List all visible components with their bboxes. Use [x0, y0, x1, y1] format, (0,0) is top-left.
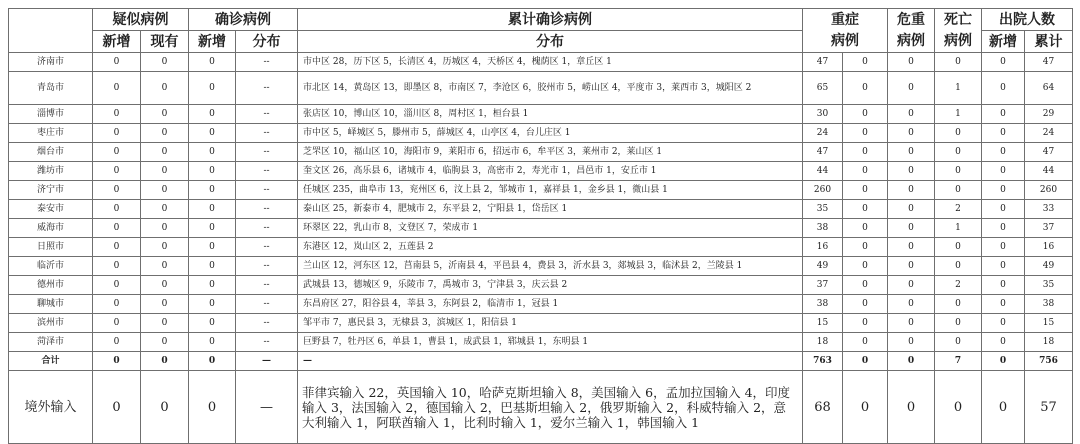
confirmed-new-cell: 0 — [189, 181, 236, 200]
critical-cell: 0 — [888, 72, 935, 105]
death-cell: 0 — [935, 238, 982, 257]
suspected-current-cell: 0 — [141, 72, 189, 105]
suspected-new-cell: 0 — [93, 181, 141, 200]
discharged-cumulative-cell: 38 — [1025, 295, 1073, 314]
cumulative-distribution-cell: 张店区 10，博山区 10，淄川区 8，周村区 1，桓台县 1 — [298, 105, 803, 124]
city-cell: 境外输入 — [9, 371, 93, 444]
suspected-current-cell: 0 — [141, 352, 189, 371]
suspected-current-cell: 0 — [141, 238, 189, 257]
suspected-new-cell: 0 — [93, 124, 141, 143]
discharged-new-cell: 0 — [982, 72, 1025, 105]
cumulative-total-cell: 38 — [803, 295, 843, 314]
discharged-cumulative-cell: 18 — [1025, 333, 1073, 352]
header-death-line2: 病例 — [944, 32, 972, 49]
suspected-current-cell: 0 — [141, 257, 189, 276]
table-row — [9, 219, 1073, 238]
discharged-cumulative-cell: 16 — [1025, 238, 1073, 257]
suspected-new-cell: 0 — [93, 105, 141, 124]
cumulative-distribution-cell: 市中区 28，历下区 5，长清区 4，历城区 4，天桥区 4，槐荫区 1，章丘区 1 — [298, 53, 803, 72]
cumulative-distribution-cell: 东港区 12，岚山区 2，五莲县 2 — [298, 238, 803, 257]
discharged-new-cell: 0 — [982, 295, 1025, 314]
confirmed-distribution-cell: — — [236, 371, 298, 444]
discharged-new-cell: 0 — [982, 352, 1025, 371]
suspected-new-cell: 0 — [93, 314, 141, 333]
suspected-current-cell: 0 — [141, 124, 189, 143]
confirmed-new-cell: 0 — [189, 124, 236, 143]
confirmed-distribution-cell: -- — [236, 333, 298, 352]
confirmed-distribution-cell: -- — [236, 143, 298, 162]
confirmed-distribution-cell: -- — [236, 72, 298, 105]
suspected-current-cell: 0 — [141, 53, 189, 72]
critical-cell: 0 — [888, 124, 935, 143]
suspected-new-cell: 0 — [93, 200, 141, 219]
discharged-new-cell: 0 — [982, 219, 1025, 238]
critical-cell: 0 — [888, 333, 935, 352]
confirmed-distribution-cell: -- — [236, 295, 298, 314]
cumulative-distribution-cell: — — [298, 352, 803, 371]
city-cell: 合计 — [9, 352, 93, 371]
confirmed-new-cell: 0 — [189, 314, 236, 333]
header-row-1 — [9, 9, 1073, 31]
severe-cell: 0 — [843, 333, 888, 352]
confirmed-new-cell: 0 — [189, 257, 236, 276]
suspected-current-cell: 0 — [141, 181, 189, 200]
discharged-cumulative-cell: 47 — [1025, 53, 1073, 72]
header-confirmed: 确诊病例 — [189, 9, 298, 31]
suspected-new-cell: 0 — [93, 72, 141, 105]
cumulative-total-cell: 47 — [803, 53, 843, 72]
death-cell: 7 — [935, 352, 982, 371]
suspected-new-cell: 0 — [93, 371, 141, 444]
header-discharged-cumulative: 累计 — [1025, 31, 1073, 53]
confirmed-new-cell: 0 — [189, 53, 236, 72]
table-row — [9, 181, 1073, 200]
table-row — [9, 333, 1073, 352]
discharged-cumulative-cell: 44 — [1025, 162, 1073, 181]
header-suspected: 疑似病例 — [93, 9, 189, 31]
suspected-current-cell: 0 — [141, 371, 189, 444]
suspected-current-cell: 0 — [141, 314, 189, 333]
confirmed-new-cell: 0 — [189, 333, 236, 352]
table-row — [9, 257, 1073, 276]
suspected-new-cell: 0 — [93, 143, 141, 162]
discharged-cumulative-cell: 33 — [1025, 200, 1073, 219]
discharged-new-cell: 0 — [982, 257, 1025, 276]
severe-cell: 0 — [843, 314, 888, 333]
confirmed-new-cell: 0 — [189, 143, 236, 162]
confirmed-new-cell: 0 — [189, 200, 236, 219]
city-cell: 济南市 — [9, 53, 93, 72]
header-severe — [803, 9, 888, 53]
cumulative-distribution-cell: 芝罘区 10，福山区 10，海阳市 9，莱阳市 6，招远市 6，牟平区 3，莱州市 2，莱山区 1 — [298, 143, 803, 162]
cumulative-total-cell: 30 — [803, 105, 843, 124]
death-cell: 2 — [935, 200, 982, 219]
severe-cell: 0 — [843, 143, 888, 162]
suspected-current-cell: 0 — [141, 162, 189, 181]
cumulative-distribution-cell: 邹平市 7，惠民县 3，无棣县 3，滨城区 1，阳信县 1 — [298, 314, 803, 333]
discharged-new-cell: 0 — [982, 333, 1025, 352]
overseas-import-row — [9, 371, 1073, 444]
city-cell: 滨州市 — [9, 314, 93, 333]
death-cell: 0 — [935, 162, 982, 181]
header-cumulative-distribution: 分布 — [298, 31, 803, 53]
death-cell: 0 — [935, 124, 982, 143]
covid-case-table — [8, 8, 1073, 444]
cumulative-total-cell: 24 — [803, 124, 843, 143]
table-row — [9, 314, 1073, 333]
cumulative-distribution-cell: 泰山区 25，新泰市 4，肥城市 2，东平县 2，宁阳县 1，岱岳区 1 — [298, 200, 803, 219]
city-cell: 济宁市 — [9, 181, 93, 200]
severe-cell: 0 — [843, 371, 888, 444]
confirmed-new-cell: 0 — [189, 352, 236, 371]
table-row — [9, 200, 1073, 219]
discharged-new-cell: 0 — [982, 276, 1025, 295]
cumulative-distribution-cell: 菲律宾输入 22，英国输入 10，哈萨克斯坦输入 8，美国输入 6，孟加拉国输入 4，印度输入 3，法国输入 2，德国输入 2，巴基斯坦输入 2，俄罗斯输入 2，科威特输入 2，意大利输入 1，阿联酋输入 1，比利时输入 1，爱尔兰输入 1，韩国输入 1 — [298, 371, 803, 444]
discharged-cumulative-cell: 57 — [1025, 371, 1073, 444]
discharged-new-cell: 0 — [982, 124, 1025, 143]
suspected-new-cell: 0 — [93, 162, 141, 181]
confirmed-distribution-cell: -- — [236, 124, 298, 143]
suspected-current-cell: 0 — [141, 295, 189, 314]
critical-cell: 0 — [888, 295, 935, 314]
discharged-cumulative-cell: 756 — [1025, 352, 1073, 371]
confirmed-distribution-cell: -- — [236, 181, 298, 200]
critical-cell: 0 — [888, 219, 935, 238]
discharged-new-cell: 0 — [982, 162, 1025, 181]
confirmed-new-cell: 0 — [189, 238, 236, 257]
header-critical-line1: 危重 — [897, 11, 925, 28]
confirmed-distribution-cell: -- — [236, 105, 298, 124]
table-row — [9, 124, 1073, 143]
severe-cell: 0 — [843, 162, 888, 181]
critical-cell: 0 — [888, 314, 935, 333]
header-suspected-new: 新增 — [93, 31, 141, 53]
cumulative-distribution-cell: 武城县 13，德城区 9，乐陵市 7，禹城市 3，宁津县 3，庆云县 2 — [298, 276, 803, 295]
table-header — [9, 9, 1073, 53]
table-row — [9, 105, 1073, 124]
city-cell: 日照市 — [9, 238, 93, 257]
suspected-new-cell: 0 — [93, 219, 141, 238]
critical-cell: 0 — [888, 143, 935, 162]
severe-cell: 0 — [843, 181, 888, 200]
critical-cell: 0 — [888, 200, 935, 219]
suspected-new-cell: 0 — [93, 257, 141, 276]
discharged-new-cell: 0 — [982, 53, 1025, 72]
table-row — [9, 53, 1073, 72]
cumulative-total-cell: 47 — [803, 143, 843, 162]
suspected-new-cell: 0 — [93, 53, 141, 72]
cumulative-distribution-cell: 市中区 5，峄城区 5，滕州市 5，薛城区 4，山亭区 4，台儿庄区 1 — [298, 124, 803, 143]
severe-cell: 0 — [843, 72, 888, 105]
discharged-new-cell: 0 — [982, 105, 1025, 124]
header-death — [935, 9, 982, 53]
severe-cell: 0 — [843, 352, 888, 371]
suspected-new-cell: 0 — [93, 238, 141, 257]
header-region-blank — [9, 9, 93, 53]
cumulative-distribution-cell: 巨野县 7，牡丹区 6，单县 1，曹县 1，成武县 1，郓城县 1，东明县 1 — [298, 333, 803, 352]
cumulative-total-cell: 16 — [803, 238, 843, 257]
death-cell: 2 — [935, 276, 982, 295]
cumulative-distribution-cell: 东昌府区 27，阳谷县 4，莘县 3，东阿县 2，临清市 1，冠县 1 — [298, 295, 803, 314]
confirmed-new-cell: 0 — [189, 295, 236, 314]
confirmed-distribution-cell: -- — [236, 162, 298, 181]
cumulative-total-cell: 38 — [803, 219, 843, 238]
header-severe-line2: 病例 — [831, 32, 859, 49]
death-cell: 0 — [935, 314, 982, 333]
city-cell: 烟台市 — [9, 143, 93, 162]
severe-cell: 0 — [843, 276, 888, 295]
city-cell: 聊城市 — [9, 295, 93, 314]
case-table-container — [8, 8, 1072, 444]
cumulative-total-cell: 37 — [803, 276, 843, 295]
cumulative-distribution-cell: 环翠区 22，乳山市 8，文登区 7，荣成市 1 — [298, 219, 803, 238]
city-cell: 威海市 — [9, 219, 93, 238]
discharged-cumulative-cell: 64 — [1025, 72, 1073, 105]
critical-cell: 0 — [888, 352, 935, 371]
confirmed-new-cell: 0 — [189, 162, 236, 181]
confirmed-new-cell: 0 — [189, 276, 236, 295]
suspected-current-cell: 0 — [141, 143, 189, 162]
discharged-cumulative-cell: 24 — [1025, 124, 1073, 143]
severe-cell: 0 — [843, 105, 888, 124]
discharged-cumulative-cell: 49 — [1025, 257, 1073, 276]
discharged-new-cell: 0 — [982, 371, 1025, 444]
header-suspected-current: 现有 — [141, 31, 189, 53]
confirmed-distribution-cell: -- — [236, 257, 298, 276]
header-severe-line1: 重症 — [831, 11, 859, 28]
suspected-current-cell: 0 — [141, 333, 189, 352]
discharged-new-cell: 0 — [982, 314, 1025, 333]
critical-cell: 0 — [888, 257, 935, 276]
death-cell: 0 — [935, 181, 982, 200]
critical-cell: 0 — [888, 105, 935, 124]
severe-cell: 0 — [843, 295, 888, 314]
critical-cell: 0 — [888, 162, 935, 181]
confirmed-distribution-cell: — — [236, 352, 298, 371]
suspected-current-cell: 0 — [141, 276, 189, 295]
cumulative-distribution-cell: 任城区 235，曲阜市 13，兖州区 6，汶上县 2，邹城市 1，嘉祥县 1，金乡县 1，微山县 1 — [298, 181, 803, 200]
header-death-line1: 死亡 — [944, 11, 972, 28]
cumulative-distribution-cell: 兰山区 12，河东区 12，莒南县 5，沂南县 4，平邑县 4，费县 3，沂水县 3，郯城县 3，临沭县 2，兰陵县 1 — [298, 257, 803, 276]
confirmed-distribution-cell: -- — [236, 219, 298, 238]
discharged-cumulative-cell: 260 — [1025, 181, 1073, 200]
confirmed-new-cell: 0 — [189, 371, 236, 444]
header-cumulative: 累计确诊病例 — [298, 9, 803, 31]
suspected-new-cell: 0 — [93, 295, 141, 314]
city-cell: 枣庄市 — [9, 124, 93, 143]
header-confirmed-new: 新增 — [189, 31, 236, 53]
severe-cell: 0 — [843, 238, 888, 257]
severe-cell: 0 — [843, 200, 888, 219]
cumulative-total-cell: 35 — [803, 200, 843, 219]
suspected-current-cell: 0 — [141, 105, 189, 124]
header-critical — [888, 9, 935, 53]
cumulative-total-cell: 18 — [803, 333, 843, 352]
severe-cell: 0 — [843, 257, 888, 276]
header-discharged: 出院人数 — [982, 9, 1073, 31]
discharged-cumulative-cell: 15 — [1025, 314, 1073, 333]
cumulative-total-cell: 65 — [803, 72, 843, 105]
cumulative-total-cell: 68 — [803, 371, 843, 444]
severe-cell: 0 — [843, 53, 888, 72]
cumulative-total-cell: 260 — [803, 181, 843, 200]
table-row — [9, 295, 1073, 314]
city-cell: 青岛市 — [9, 72, 93, 105]
death-cell: 0 — [935, 143, 982, 162]
discharged-new-cell: 0 — [982, 200, 1025, 219]
table-row — [9, 162, 1073, 181]
discharged-cumulative-cell: 29 — [1025, 105, 1073, 124]
city-cell: 菏泽市 — [9, 333, 93, 352]
suspected-current-cell: 0 — [141, 219, 189, 238]
death-cell: 0 — [935, 295, 982, 314]
confirmed-new-cell: 0 — [189, 219, 236, 238]
discharged-new-cell: 0 — [982, 143, 1025, 162]
confirmed-distribution-cell: -- — [236, 314, 298, 333]
suspected-new-cell: 0 — [93, 276, 141, 295]
header-critical-line2: 病例 — [897, 32, 925, 49]
table-row — [9, 143, 1073, 162]
death-cell: 0 — [935, 333, 982, 352]
death-cell: 1 — [935, 105, 982, 124]
cumulative-total-cell: 49 — [803, 257, 843, 276]
confirmed-distribution-cell: -- — [236, 276, 298, 295]
death-cell: 0 — [935, 53, 982, 72]
critical-cell: 0 — [888, 371, 935, 444]
suspected-new-cell: 0 — [93, 352, 141, 371]
confirmed-distribution-cell: -- — [236, 53, 298, 72]
table-row — [9, 238, 1073, 257]
critical-cell: 0 — [888, 53, 935, 72]
confirmed-distribution-cell: -- — [236, 200, 298, 219]
cumulative-distribution-cell: 奎文区 26，高乐县 6，诸城市 4，临朐县 3，高密市 2，寿光市 1，昌邑市 1，安丘市 1 — [298, 162, 803, 181]
death-cell: 1 — [935, 72, 982, 105]
table-row — [9, 72, 1073, 105]
discharged-cumulative-cell: 35 — [1025, 276, 1073, 295]
confirmed-new-cell: 0 — [189, 72, 236, 105]
suspected-current-cell: 0 — [141, 200, 189, 219]
table-body — [9, 53, 1073, 444]
discharged-cumulative-cell: 37 — [1025, 219, 1073, 238]
header-confirmed-distribution: 分布 — [236, 31, 298, 53]
cumulative-total-cell: 15 — [803, 314, 843, 333]
confirmed-new-cell: 0 — [189, 105, 236, 124]
city-cell: 临沂市 — [9, 257, 93, 276]
cumulative-distribution-cell: 市北区 14，黄岛区 13，即墨区 8，市南区 7，李沧区 6，胶州市 5，崂山区 4，平度市 3，莱西市 3，城阳区 2 — [298, 72, 803, 105]
city-cell: 德州市 — [9, 276, 93, 295]
city-cell: 淄博市 — [9, 105, 93, 124]
severe-cell: 0 — [843, 219, 888, 238]
discharged-cumulative-cell: 47 — [1025, 143, 1073, 162]
header-discharged-new: 新增 — [982, 31, 1025, 53]
total-row — [9, 352, 1073, 371]
critical-cell: 0 — [888, 238, 935, 257]
severe-cell: 0 — [843, 124, 888, 143]
death-cell: 0 — [935, 371, 982, 444]
critical-cell: 0 — [888, 181, 935, 200]
confirmed-distribution-cell: -- — [236, 238, 298, 257]
discharged-new-cell: 0 — [982, 181, 1025, 200]
city-cell: 泰安市 — [9, 200, 93, 219]
cumulative-total-cell: 44 — [803, 162, 843, 181]
discharged-new-cell: 0 — [982, 238, 1025, 257]
critical-cell: 0 — [888, 276, 935, 295]
death-cell: 0 — [935, 257, 982, 276]
table-row — [9, 276, 1073, 295]
suspected-new-cell: 0 — [93, 333, 141, 352]
cumulative-total-cell: 763 — [803, 352, 843, 371]
city-cell: 潍坊市 — [9, 162, 93, 181]
death-cell: 1 — [935, 219, 982, 238]
